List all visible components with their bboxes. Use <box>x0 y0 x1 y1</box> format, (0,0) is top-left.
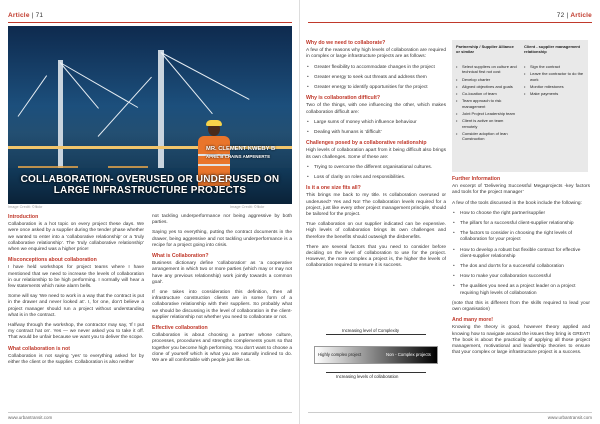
heading-what-not: What collaboration is not <box>8 345 70 352</box>
list-item: • Leave the contractor to do the work <box>524 71 586 82</box>
hard-hat-icon <box>206 120 222 126</box>
paragraph: Collaboration is a hot topic on every project these days. We were once asked by a supplier during the tender phase whether we wanted to enter into a ‘collaborative relationship’ or a ‘truly collaborative relationship’. The ‘truly collaborative relationship’ when we enquired was a higher price! <box>8 222 144 253</box>
table-header-left: Partnership / Supplier Alliance or similar <box>456 44 514 55</box>
collaboration-diagram <box>306 328 446 386</box>
difficult-list <box>306 120 446 136</box>
paragraph: Some will say ‘We need to work in a way that the contract is put in the drawer and never looked at’. I, for one, don't believe a project manager should run a project without understanding what is in the contract. <box>8 294 144 318</box>
heading-challenges: Challenges posed by a collaborative relationship <box>306 140 427 147</box>
table-header-right: Client - supplier management relationship <box>524 44 581 55</box>
list-item: • Aligned objectives and goals <box>456 84 518 89</box>
right-header-rule <box>308 22 592 23</box>
right-footer-url[interactable]: www.urbantransit.com <box>547 415 592 420</box>
heading-and-many-more: And many more! <box>452 317 493 324</box>
list-item: • Greater energy to identify opportunities for the project <box>306 85 446 91</box>
challenges-list <box>306 165 446 181</box>
image-credit-right: Image Credit: ©flickr <box>230 205 265 209</box>
list-item: • The qualities you need as a project leader on a project requiring high levels of collaboration <box>452 284 590 296</box>
heading-further-info: Further Information <box>452 176 501 182</box>
bridge-tower-left <box>58 60 63 170</box>
diagram-bottom-label: Increasing levels of collaboration <box>336 374 399 379</box>
list-item: • Greater flexibility to accommodate changes in the project <box>306 65 446 71</box>
list-item: • How to make your collaboration successful <box>452 274 590 280</box>
list-item: • The factors to consider in choosing the right levels of collaboration for your project <box>452 231 590 243</box>
paragraph: There are several factors that you need to consider before deciding on the level of collaboration to use for the project. However, the more complex a project is, the higher the levels of collaboration required to ensure it is success. <box>306 244 446 269</box>
person-role: APRIL B CHAINS AMPENERTE <box>206 154 271 159</box>
paragraph: A few of the tools discussed in the book include the following: <box>452 200 582 206</box>
heading-difficult: Why is collaboration difficult? <box>306 95 381 102</box>
right-page <box>300 0 600 424</box>
heading-effective: Effective collaboration <box>152 325 208 332</box>
paragraph: Collaboration is about choosing a partner whose culture, processes, procedures and strengths complements yours so that together you become high performing. You don't want to choose a clone of yourself which is what you are naturally inclined to do. We are all comfortable with people just like us. <box>152 333 292 364</box>
heading-what-is: What is Collaboration? <box>152 253 209 260</box>
list-item: • Loss of clarity on roles and responsibilities. <box>306 175 446 181</box>
list-item: • Consider adoption of lean Construction <box>456 131 518 142</box>
left-column-1 <box>8 214 144 370</box>
left-header: Article | 71 <box>8 12 44 19</box>
list-item: • How to choose the right partner/supplier <box>452 211 590 217</box>
list-item: • How to develop a robust but flexible contract for effective client-supplier relationship <box>452 248 590 260</box>
heading-introduction: Introduction <box>8 214 39 220</box>
left-header-section: Article <box>8 12 30 19</box>
paragraph: Halfway through the workshop, the contractor may say, ‘If I put my contract hat on’. Yes — we never asked you to take it off. That would be unfair because we want you to deliver the scope. <box>8 323 144 341</box>
paragraph: An excerpt of ‘Delivering Successful Megaprojects -key factors and tools for the project manager’ <box>452 184 590 196</box>
list-item: • Joint Project Leadership team <box>456 111 518 116</box>
right-header-page: 72 <box>556 12 565 19</box>
person-name: MR. CLEMENT KWEBY B <box>206 146 276 152</box>
paragraph: Knowing the theory is good, however theory applied and knowing how to navigate around the issues they bring is GREAT! The book is about the practicality of applying all those project management, motivational and leadership theories to ensure that your complex or large infrastructure project is a success. <box>452 325 590 356</box>
paragraph: Collaboration is not saying ‘yes’ to everything asked for by either the client or the supplier. Collaboration is also neither <box>8 353 144 366</box>
heading-misconceptions: Misconceptions about collaboration <box>8 257 97 264</box>
list-item: • Client is active on team remotely <box>456 118 518 129</box>
list-item: • Dealing with humans is ‘difficult’ <box>306 130 446 136</box>
comparison-table <box>452 40 588 172</box>
article-title: COLLABORATION- OVERUSED OR UNDERUSED ON LARGE INFRASTRUCTURE PROJECTS <box>20 174 280 196</box>
right-header-section: Article <box>570 12 592 19</box>
left-header-rule <box>8 22 292 23</box>
right-column-1 <box>306 40 446 274</box>
paragraph: Two of the things, with one influencing the other, which makes collaboration difficult are: <box>306 103 446 115</box>
paragraph: I have held workshops for project teams where I have mentioned that we need to increase the levels of collaboration in our relationship to be high performing. I normally will hear a few statements which raise alarm bells. <box>8 265 144 290</box>
list-item: • Greater energy to seek out threats and address them <box>306 75 446 81</box>
paragraph: True collaboration on our supplier indicated can be expensive. High levels of collaboration brings its own challenges and therefore the benefits should outweigh the disbenefits. <box>306 222 446 240</box>
list-item: • Co-location of team <box>456 91 518 96</box>
heading-why-collaborate: Why do we need to collaborate? <box>306 40 386 46</box>
paragraph: High levels of collaboration apart from it being difficult also brings its own challenges. Some of these are: <box>306 148 446 160</box>
diagram-top-label: Increasing level of Complexity <box>342 328 400 333</box>
paragraph: Saying yes to everything, putting the contract documents in the drawer, being aggressive and not tackling underperformance is a recipe for a project going into crisis. <box>152 230 292 248</box>
paragraph: A few of the reasons why high levels of collaboration are required in complex or large infrastructure projects are as follows: <box>306 48 446 60</box>
further-list <box>452 211 590 297</box>
list-item: • The dos and don'ts for a successful collaboration <box>452 264 590 270</box>
left-footer-url[interactable]: www.urbantransit.com <box>8 415 53 420</box>
diagram-left-label: Highly complex project <box>318 352 362 357</box>
list-item: • Monitor milestones <box>524 84 586 89</box>
list-item: • Select suppliers on culture and technical first not cost <box>456 64 518 75</box>
table-left-list <box>456 64 518 144</box>
heading-one-size: Is it a one size fits all? <box>306 185 361 192</box>
right-header: 72 | Article <box>556 12 592 19</box>
left-column-2 <box>152 214 292 368</box>
complexity-arrow <box>326 334 426 335</box>
collaboration-arrow <box>326 372 426 373</box>
list-item: • Large sums of money which influence behaviour <box>306 120 446 126</box>
diagram-right-label: Non - Complex projects <box>386 352 431 357</box>
bridge-tower-right <box>158 50 164 170</box>
list-item: • Develop charter <box>456 77 518 82</box>
paragraph: If one takes into consideration this definition, then all infrastructure construction clients are in some form of a collaborative relationship with their suppliers. So probably what we should be discussing is the level of collaboration in the client-supplier relationship not whether you need to collaborate or not. <box>152 290 292 320</box>
list-item: • Sign the contract <box>524 64 586 69</box>
list-item: • Team approach to risk management <box>456 98 518 109</box>
list-item: • The pillars for a successful client-supplier relationship <box>452 221 590 227</box>
right-column-2 <box>452 176 590 360</box>
table-right-list <box>524 64 586 98</box>
why-list <box>306 65 446 92</box>
paragraph: (note that this is different from the skills required to lead your own organisation) <box>452 300 590 313</box>
paragraph: not tackling underperformance nor being aggressive by both parties. <box>152 214 292 226</box>
paragraph: Business dictionary define ‘collaboration’ as ‘a cooperative arrangement in which two or more parties (which may or may not have any previous relationship) work jointly towards a common goal’. <box>152 261 292 285</box>
list-item: • Make payments <box>524 91 586 96</box>
list-item: • Trying to overcome the different organisational cultures. <box>306 165 446 171</box>
paragraph: This brings me back to my title. Is collaboration overused or underused? Yes and No! The collaboration levels required for a project, just like every other project management principle, should be tailored for the project. <box>306 193 446 218</box>
image-credit-left: Image Credit: ©flickr <box>8 205 43 209</box>
left-header-page: 71 <box>35 12 44 19</box>
